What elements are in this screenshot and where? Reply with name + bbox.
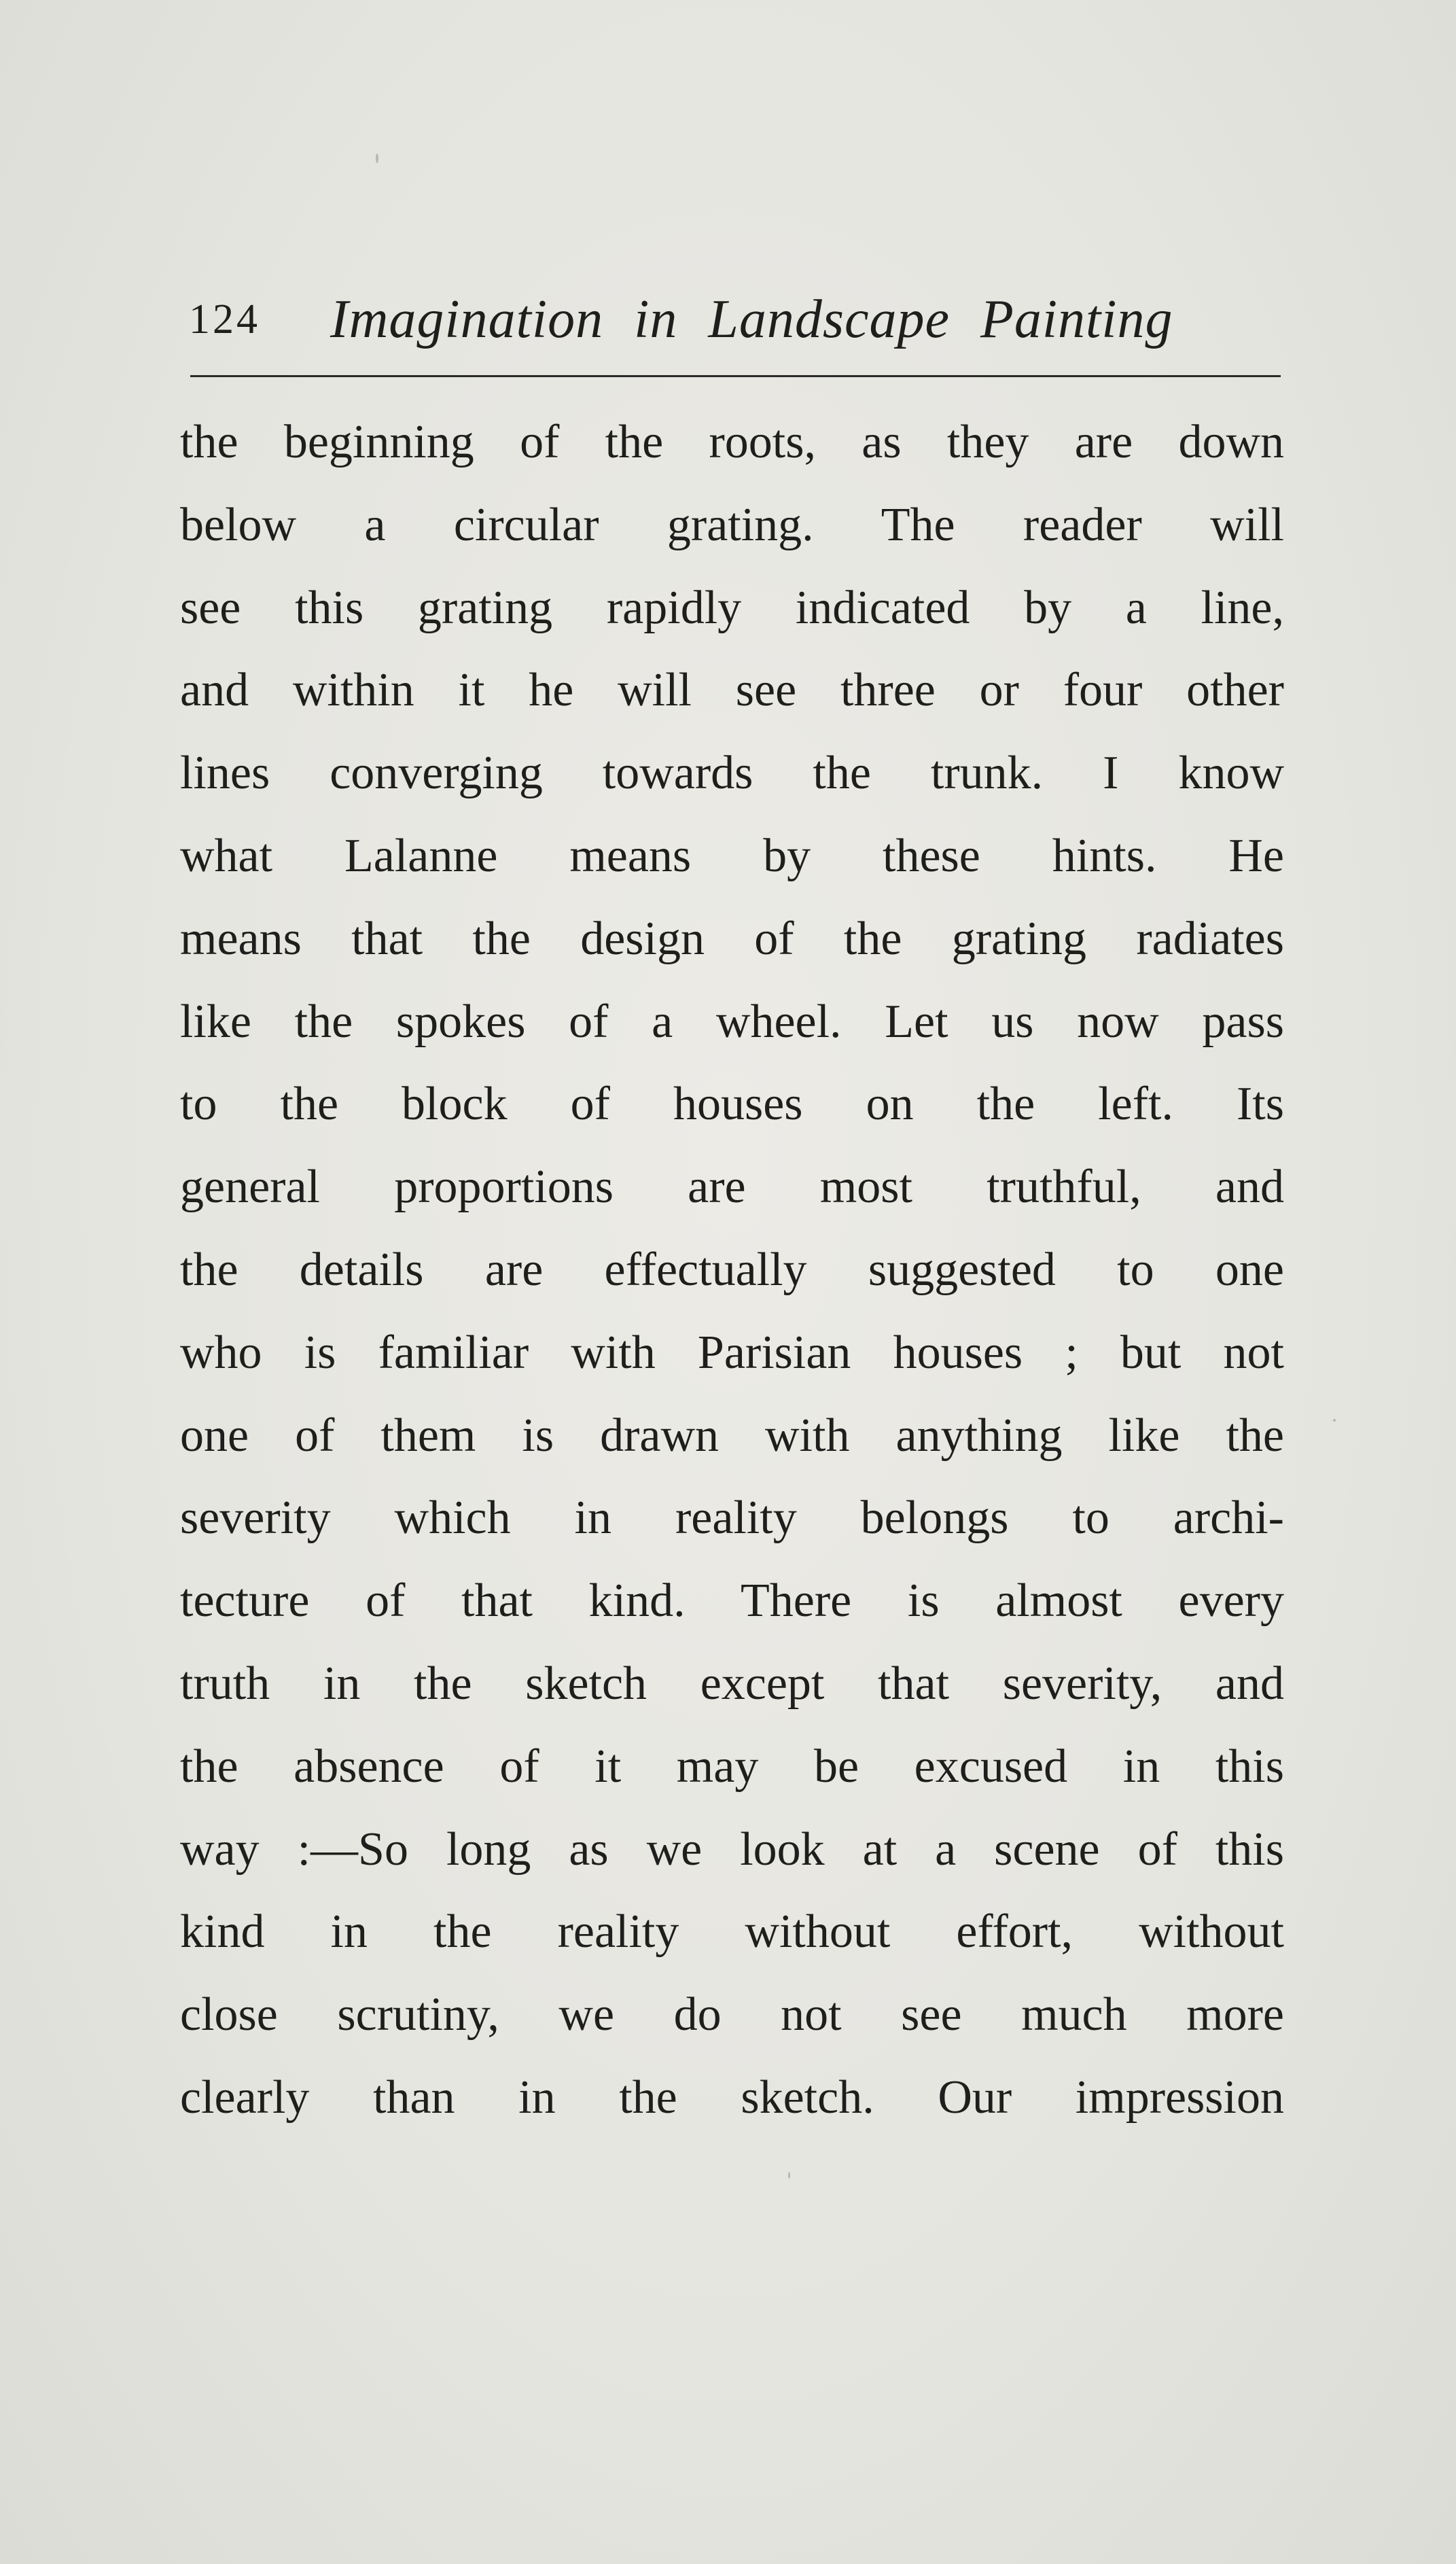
paper-speck: [1333, 1419, 1336, 1422]
header-rule: [190, 375, 1281, 377]
text-line: way :—So long as we look at a scene of this: [180, 1823, 1284, 1876]
text-line: the details are effectually suggested to one: [180, 1243, 1284, 1296]
text-line: below a circular grating. The reader will: [180, 498, 1284, 551]
paper-speck: [376, 154, 378, 163]
text-line: the absence of it may be excused in this: [180, 1740, 1284, 1793]
text-line: severity which in reality belongs to archi-: [180, 1492, 1284, 1545]
text-line: one of them is drawn with anything like the: [180, 1409, 1284, 1462]
text-line: what Lalanne means by these hints. He: [180, 829, 1284, 882]
text-line: who is familiar with Parisian houses ; but not: [180, 1326, 1284, 1379]
text-line: general proportions are most truthful, and: [180, 1161, 1284, 1214]
running-title: Imagination in Landscape Painting: [330, 289, 1173, 349]
text-line: and within it he will see three or four other: [180, 664, 1284, 717]
page-number: 124: [189, 296, 260, 343]
text-line: means that the design of the grating radiates: [180, 912, 1284, 965]
text-line: see this grating rapidly indicated by a line,: [180, 581, 1284, 634]
text-line: tecture of that kind. There is almost every: [180, 1575, 1284, 1628]
page-header: [189, 289, 1283, 350]
text-line: lines converging towards the trunk. I know: [180, 747, 1284, 800]
text-line: close scrutiny, we do not see much more: [180, 1988, 1284, 2041]
text-line: the beginning of the roots, as they are down: [180, 416, 1284, 468]
text-line: truth in the sketch except that severity, and: [180, 1657, 1284, 1710]
text-line: clearly than in the sketch. Our impression: [180, 2071, 1284, 2124]
body-text: [180, 401, 1284, 2139]
paper-speck: [788, 2172, 790, 2179]
text-line: kind in the reality without effort, without: [180, 1906, 1284, 1959]
text-line: like the spokes of a wheel. Let us now pass: [180, 995, 1284, 1048]
text-line: to the block of houses on the left. Its: [180, 1078, 1284, 1131]
